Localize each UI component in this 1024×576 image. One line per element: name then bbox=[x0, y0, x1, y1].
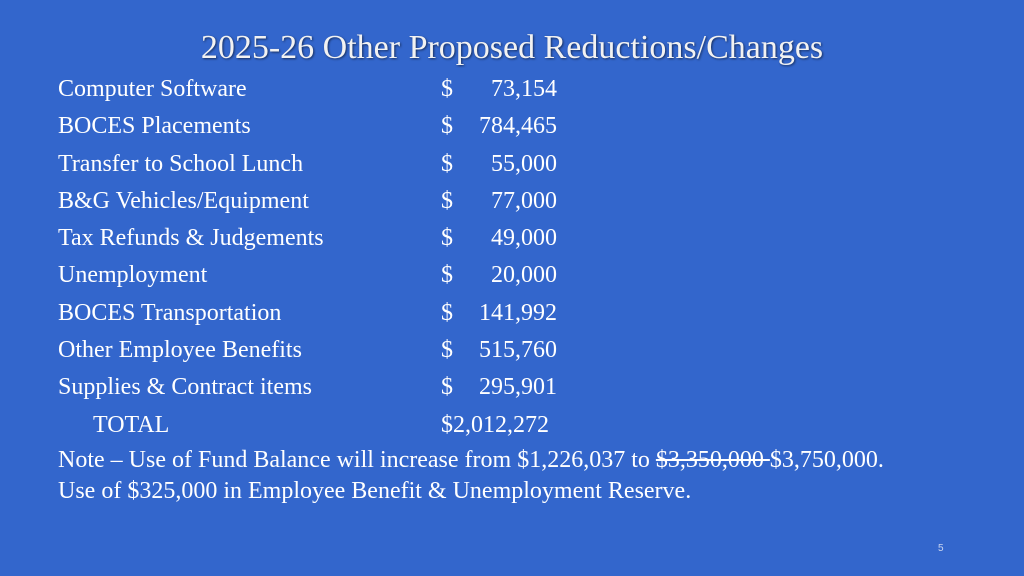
item-amount bbox=[441, 220, 557, 257]
slide-title: 2025-26 Other Proposed Reductions/Changes bbox=[200, 29, 824, 66]
currency-symbol: $ bbox=[441, 76, 453, 102]
item-amount bbox=[441, 146, 557, 183]
note-text: Note – Use of Fund Balance will increase from $1,226,037 to bbox=[58, 447, 656, 473]
amount-value: 515,760 bbox=[479, 337, 557, 364]
currency-symbol: $ bbox=[441, 150, 453, 177]
amount-value: 295,901 bbox=[479, 374, 557, 401]
currency-symbol: $ bbox=[441, 225, 453, 252]
item-amount bbox=[441, 71, 557, 108]
item-label: BOCES Transportation bbox=[58, 299, 282, 326]
currency-symbol: $ bbox=[441, 262, 453, 289]
amount-value: 55,000 bbox=[491, 150, 557, 177]
item-amount bbox=[441, 257, 557, 294]
amount-value: 77,000 bbox=[491, 187, 557, 214]
new-value: $3,750,000. bbox=[769, 447, 884, 473]
item-amount bbox=[441, 108, 557, 145]
note-line-1 bbox=[58, 445, 998, 476]
item-label: Other Employee Benefits bbox=[58, 337, 302, 364]
currency-symbol: $ bbox=[441, 374, 453, 401]
item-label: Computer Software bbox=[58, 76, 247, 102]
currency-symbol: $ bbox=[441, 113, 453, 140]
item-label: BOCES Placements bbox=[58, 113, 251, 140]
item-label: Transfer to School Lunch bbox=[58, 150, 304, 177]
item-label: Supplies & Contract items bbox=[58, 374, 312, 401]
item-label: Unemployment bbox=[58, 262, 208, 289]
total-label: TOTAL bbox=[93, 411, 170, 438]
amount-value: 141,992 bbox=[479, 299, 557, 326]
item-amount bbox=[441, 369, 557, 406]
amount-value: 73,154 bbox=[491, 76, 557, 102]
currency-symbol: $ bbox=[441, 299, 453, 326]
item-amount bbox=[441, 332, 557, 369]
total-amount: $2,012,272 bbox=[441, 411, 549, 438]
currency-symbol: $ bbox=[441, 337, 453, 364]
item-label: Tax Refunds & Judgements bbox=[58, 225, 324, 252]
struck-value: $3,350,000 bbox=[655, 447, 770, 473]
note-line-2: Use of $325,000 in Employee Benefit & Unemployment Reserve. bbox=[58, 478, 692, 504]
amount-value: 49,000 bbox=[491, 225, 557, 252]
item-amount bbox=[441, 295, 557, 332]
amount-value: 784,465 bbox=[479, 113, 557, 140]
fund-balance-note bbox=[58, 445, 998, 507]
currency-symbol: $ bbox=[441, 187, 453, 214]
item-label: B&G Vehicles/Equipment bbox=[58, 187, 309, 214]
page-number: 5 bbox=[938, 543, 944, 554]
item-amount bbox=[441, 183, 557, 220]
amount-value: 20,000 bbox=[491, 262, 557, 289]
